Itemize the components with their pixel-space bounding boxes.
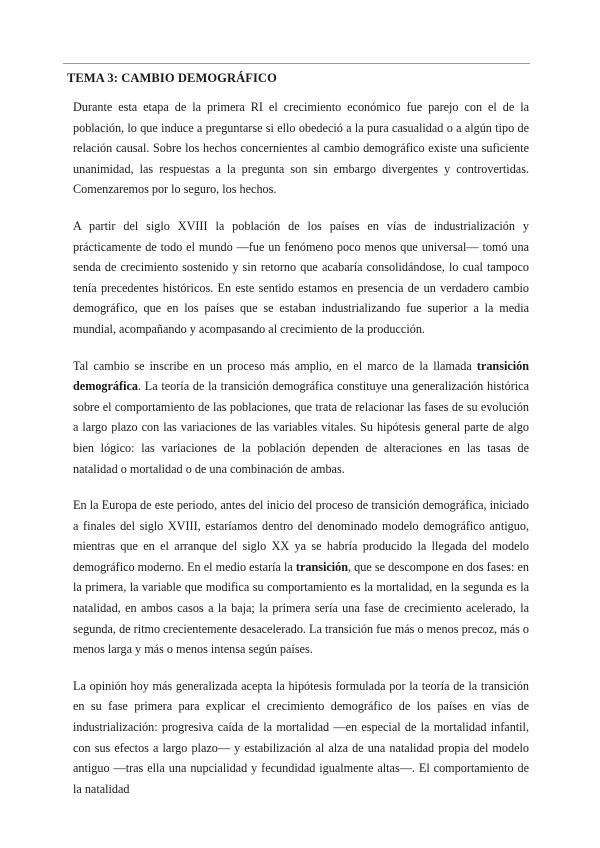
paragraph-text: . La teoría de la transición demográfica constituye una generalización histórica sobre el comportamiento de las poblaciones, que trata de relacionar las fases de su evolución a largo plazo con las variaciones de las variables vitales. Su hipótesis general parte de algo bien lógico: las variaciones de la población dependen de alteraciones en las tasas de natalidad o mortalidad o de una combinación de ambas. xyxy=(73,379,529,476)
paragraph-4 xyxy=(73,495,529,660)
key-term-transicion: transición xyxy=(295,559,349,574)
document-body xyxy=(73,97,529,815)
paragraph-text: Durante esta etapa de la primera RI el crecimiento económico fue parejo con el de la población, lo que induce a preguntarse si ello obedeció a la pura casualidad o a algún tipo de relación causal. Sobre los hechos concernientes al cambio demográfico existe una suficiente unanimidad, las respuestas a la pregunta son sin embargo divergentes y controvertidas. Comenzaremos por lo seguro, los hechos. xyxy=(73,100,529,197)
document-title: TEMA 3: CAMBIO DEMOGRÁFICO xyxy=(67,71,277,85)
paragraph-text: La opinión hoy más generalizada acepta la hipótesis formulada por la teoría de la transición en su fase primera para explicar el crecimiento demográfico de los países en vías de industrialización: progresiva caída de la mortalidad —en especial de la mortalidad infantil, con sus efectos a largo plazo— y estabilización al alza de una natalidad propia del modelo antiguo —tras ella una nupcialidad y fecundidad igualmente altas—. El comportamiento de la natalidad xyxy=(73,678,529,796)
paragraph-5 xyxy=(73,676,529,800)
paragraph-text: A partir del siglo XVIII la población de los países en vías de industrialización y prácticamente de todo el mundo —fue un fenómeno poco menos que universal— tomó una senda de crecimiento sostenido y sin retorno que acabaría consolidándose, lo cual tampoco tenía precedentes históricos. En este sentido estamos en presencia de un verdadero cambio demográfico, que en los países que se estaban industrializando fue superior a la media mundial, acompañando y acompasando al crecimiento de la producción. xyxy=(73,218,529,336)
paragraph-2 xyxy=(73,216,529,340)
paragraph-text: En la Europa de este periodo, antes del inicio del proceso de transición demográfica, iniciado a finales del siglo XVIII, estaríamos dentro del denominado modelo demográfico antiguo, mientras que en el arranque del siglo XX ya se habría producido la llegada del modelo demográfico moderno. En el medio estaría la xyxy=(73,498,529,574)
header-rule xyxy=(63,63,530,64)
paragraph-text: , que se descompone en dos fases: en la primera, la variable que modifica su comportamiento es la mortalidad, en la segunda es la natalidad, en ambos casos a la baja; la primera sería una fase de crecimiento acelerado, la segunda, de ritmo crecientemente desacelerado. La transición fue más o menos precoz, más o menos larga y más o menos intensa según países. xyxy=(73,559,529,657)
paragraph-text: Tal cambio se inscribe en un proceso más amplio, en el marco de la llamada xyxy=(73,358,477,373)
paragraph-3 xyxy=(73,356,529,480)
key-term-transicion-demografica: transición demográfica xyxy=(73,358,529,394)
paragraph-1 xyxy=(73,97,529,200)
